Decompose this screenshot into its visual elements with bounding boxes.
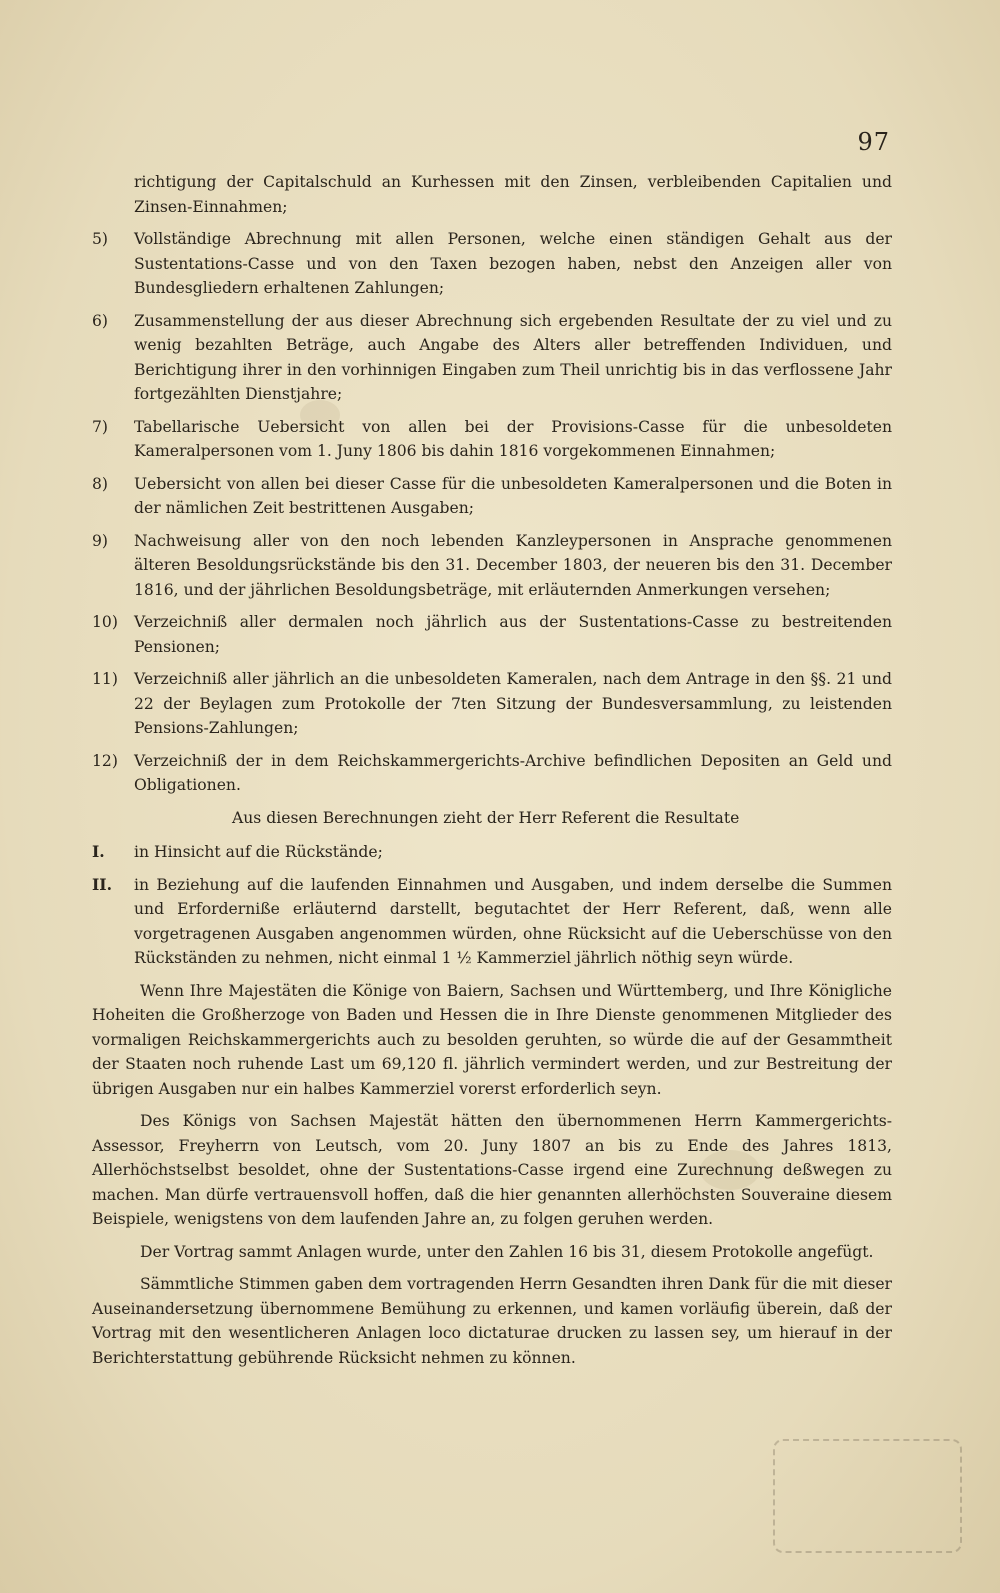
item-text: Verzeichniß aller jährlich an die unbesoldeten Kameralen, nach dem Antrage in den §§. 21 und 22 der Beylagen zum Protokolle der 7ten Sitzung der Bundesversammlung, zu leistenden Pensions-Zahlungen; xyxy=(134,670,892,737)
list-item xyxy=(92,749,892,798)
list-item xyxy=(92,227,892,301)
page-body xyxy=(92,170,892,1378)
list-item xyxy=(92,610,892,659)
result-text: in Beziehung auf die laufenden Einnahmen und Ausgaben, und indem derselbe die Summen und Erforderniße erläuternd darstellt, begutachtet der Herr Referent, daß, wenn alle vorgetragenen Ausgaben angenommen würden, ohne Rücksicht auf die Ueberschüsse von den Rückständen zu nehmen, nicht einmal 1 ½ Kammerziel jährlich nöthig seyn würde. xyxy=(134,875,892,967)
result-number: I. xyxy=(92,842,105,861)
item-text: Vollständige Abrechnung mit allen Personen, welche einen ständigen Gehalt aus der Sustentations-Casse und von den Taxen bezogen haben, nebst den Anzeigen aller von Bundesgliedern erhaltenen Zahlungen; xyxy=(134,230,892,297)
intro-line: richtigung der Capitalschuld an Kurhessen mit den Zinsen, verbleibenden Capitalien und Zinsen-Einnahmen; xyxy=(134,173,892,216)
item-number: 6) xyxy=(92,311,109,330)
item-number: 8) xyxy=(92,474,109,493)
list-item xyxy=(92,309,892,407)
list-item xyxy=(92,415,892,464)
item-number: 10) xyxy=(92,613,118,631)
library-stamp xyxy=(773,1439,962,1553)
paragraph: Der Vortrag sammt Anlagen wurde, unter den Zahlen 16 bis 31, diesem Protokolle angefügt. xyxy=(140,1242,874,1261)
results-intro: Aus diesen Berechnungen zieht der Herr Referent die Resultate xyxy=(232,808,740,827)
result-text: in Hinsicht auf die Rückstände; xyxy=(134,843,383,861)
item-number: 12) xyxy=(92,751,118,770)
item-number: 5) xyxy=(92,230,109,248)
result-item xyxy=(92,840,892,865)
item-text: Tabellarische Uebersicht von allen bei der Provisions-Casse für die unbesoldeten Kameralpersonen vom 1. Juny 1806 bis dahin 1816 vorgekommenen Einnahmen; xyxy=(134,417,892,460)
item-text: Uebersicht von allen bei dieser Casse für die unbesoldeten Kameralpersonen und die Boten in der nämlichen Zeit bestrittenen Ausgaben; xyxy=(134,474,892,517)
item-text: Zusammenstellung der aus dieser Abrechnung sich ergebenden Resultate der zu viel und zu wenig bezahlten Beträge, auch Angabe des Alters aller betreffenden Individuen, und Berichtigung ihrer in den vorhinnigen Eingaben zum Theil unrichtig bis in das verflossene Jahr fortgezählten Dienstjahre; xyxy=(134,311,892,403)
page-number: 97 xyxy=(857,128,890,156)
list-item xyxy=(92,667,892,741)
paragraph: Sämmtliche Stimmen gaben dem vortragenden Herrn Gesandten ihren Dank für die mit dieser Auseinandersetzung übernommene Bemühung zu erkennen, und kamen vorläufig überein, daß der Vortrag mit den wesentlicheren Anlagen loco dictaturae drucken zu lassen sey, um hierauf in der Berichterstattung gebührende Rücksicht nehmen zu können. xyxy=(92,1275,892,1367)
result-item xyxy=(92,873,892,971)
item-number: 9) xyxy=(92,531,109,550)
result-number: II. xyxy=(92,874,113,894)
item-text: Verzeichniß aller dermalen noch jährlich aus der Sustentations-Casse zu bestreitenden Pensionen; xyxy=(134,613,892,656)
item-number: 7) xyxy=(92,417,109,436)
paragraph: Wenn Ihre Majestäten die Könige von Baiern, Sachsen und Württemberg, und Ihre Königliche Hoheiten die Großherzoge von Baden und Hessen die in Ihre Dienste genommenen Mitglieder des vormaligen Reichskammergerichts auch zu besolden geruhten, so würde die auf der Gesammtheit der Staaten noch ruhende Last um 69,120 fl. jährlich vermindert werden, und zur Bestreitung der übrigen Ausgaben nur ein halbes Kammerziel vorerst erforderlich seyn. xyxy=(92,981,892,1098)
list-item xyxy=(92,529,892,603)
item-number: 11) xyxy=(92,670,118,688)
item-text: Nachweisung aller von den noch lebenden Kanzleypersonen in Ansprache genommenen älteren Besoldungsrückstände bis den 31. December 1803, der neueren bis den 31. December 1816, und der jährlichen Besoldungsbeträge, mit erläuternden Anmerkungen versehen; xyxy=(134,531,892,599)
paragraph: Des Königs von Sachsen Majestät hätten den übernommenen Herrn Kammergerichts-Assessor, Freyherrn von Leutsch, vom 20. Juny 1807 an bis zu Ende des Jahres 1813, Allerhöchstselbst besoldet, ohne der Sustentations-Casse irgend eine Zurechnung deßwegen zu machen. Man dürfe vertrauensvoll hoffen, daß die hier genannten allerhöchsten Souveraine diesem Beispiele, wenigstens von dem laufenden Jahre an, zu folgen geruhen werden. xyxy=(92,1112,892,1228)
item-text: Verzeichniß der in dem Reichskammergerichts-Archive befindlichen Depositen an Geld und Obligationen. xyxy=(134,751,892,794)
list-item xyxy=(92,472,892,521)
